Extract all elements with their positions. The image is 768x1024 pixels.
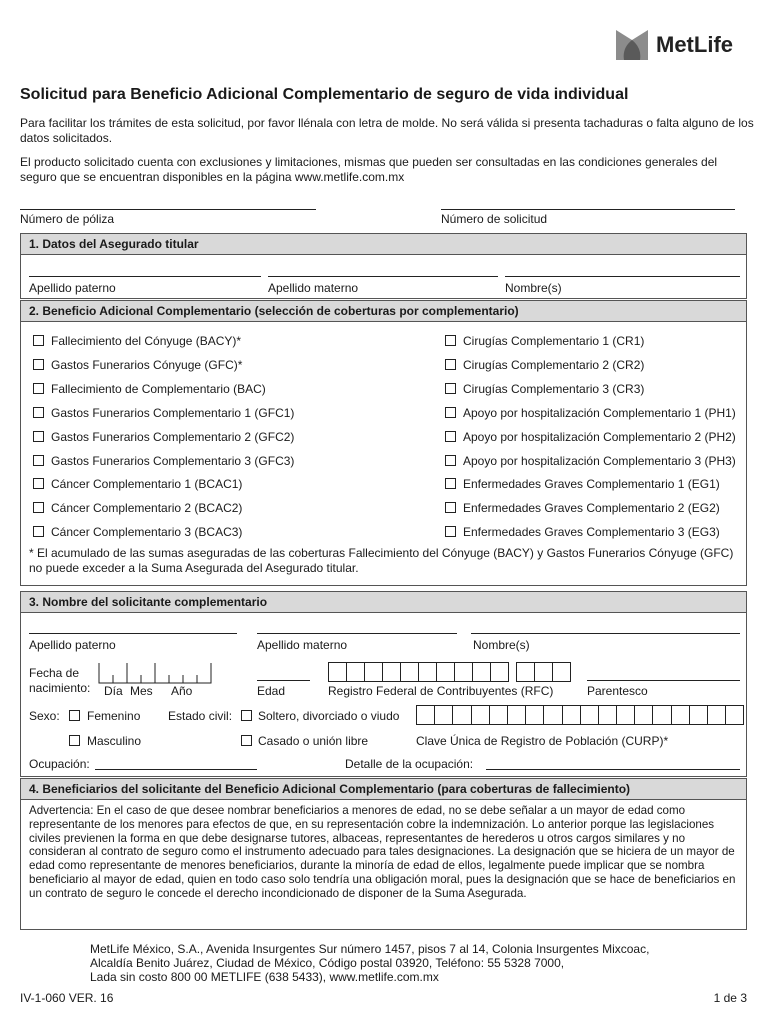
- character-cell[interactable]: [455, 663, 473, 681]
- coverage-checkbox[interactable]: [33, 478, 44, 489]
- coverage-checkbox[interactable]: [33, 359, 44, 370]
- section-1-header: 1. Datos del Asegurado titular: [20, 233, 747, 255]
- occupation-field[interactable]: [95, 769, 257, 770]
- occupation-detail-label: Detalle de la ocupación:: [345, 757, 474, 771]
- coverage-checkbox[interactable]: [33, 502, 44, 513]
- coverage-label: Cáncer Complementario 3 (BCAC3): [51, 525, 243, 540]
- character-cell[interactable]: [383, 663, 401, 681]
- sex-label: Sexo:: [29, 709, 60, 723]
- occupation-detail-field[interactable]: [486, 769, 740, 770]
- character-cell[interactable]: [708, 706, 726, 724]
- s1-apellido-materno-label: Apellido materno: [268, 281, 359, 295]
- birth-date-label-2: nacimiento:: [29, 681, 91, 695]
- metlife-logo-icon: [616, 30, 648, 60]
- female-checkbox[interactable]: [69, 710, 80, 721]
- married-checkbox[interactable]: [241, 735, 252, 746]
- coverage-label: Enfermedades Graves Complementario 2 (EG2): [463, 501, 720, 516]
- coverage-label: Gastos Funerarios Cónyuge (GFC)*: [51, 357, 243, 372]
- section-3-header: 3. Nombre del solicitante complementario: [20, 591, 747, 613]
- coverage-label: Apoyo por hospitalización Complementario 1 (PH1): [463, 405, 736, 420]
- coverage-label: Fallecimiento del Cónyuge (BACY)*: [51, 334, 242, 348]
- age-label: Edad: [257, 684, 286, 698]
- coverage-checkbox[interactable]: [445, 502, 456, 513]
- character-cell[interactable]: [517, 663, 535, 681]
- character-cell[interactable]: [535, 663, 553, 681]
- character-cell[interactable]: [365, 663, 383, 681]
- s3-nombre-field[interactable]: [471, 633, 740, 634]
- footer-address-3: Lada sin costo 800 00 METLIFE (638 5433), www.metlife.com.mx: [90, 970, 439, 984]
- coverage-checkbox[interactable]: [33, 335, 44, 346]
- section-4-header: 4. Beneficiarios del solicitante del Beneficio Adicional Complementario (para coberturas de fallecimiento): [20, 778, 747, 800]
- character-cell[interactable]: [544, 706, 562, 724]
- married-label: Casado o unión libre: [258, 734, 369, 748]
- coverage-checkbox[interactable]: [445, 407, 456, 418]
- character-cell[interactable]: [453, 706, 471, 724]
- character-cell[interactable]: [435, 706, 453, 724]
- coverage-checkbox[interactable]: [445, 455, 456, 466]
- s1-nombre-label: Nombre(s): [505, 281, 562, 295]
- character-cell[interactable]: [472, 706, 490, 724]
- birth-date-field[interactable]: [98, 661, 213, 685]
- coverage-checkbox[interactable]: [445, 383, 456, 394]
- character-cell[interactable]: [635, 706, 653, 724]
- coverage-label: Cirugías Complementario 1 (CR1): [463, 334, 645, 348]
- coverage-label: Enfermedades Graves Complementario 1 (EG1): [463, 477, 720, 492]
- coverage-checkbox[interactable]: [445, 526, 456, 537]
- character-cell[interactable]: [617, 706, 635, 724]
- footer-address-1: MetLife México, S.A., Avenida Insurgentes Sur número 1457, pisos 7 al 14, Colonia Insurgentes Mixcoac,: [90, 942, 650, 956]
- coverage-label: Cáncer Complementario 1 (BCAC1): [51, 477, 243, 492]
- metlife-logo: [616, 30, 733, 60]
- character-cell[interactable]: [553, 663, 571, 681]
- character-cell[interactable]: [490, 706, 508, 724]
- birth-date-label-1: Fecha de: [29, 666, 80, 680]
- character-cell[interactable]: [437, 663, 455, 681]
- character-cell[interactable]: [653, 706, 671, 724]
- footer-address-2: Alcaldía Benito Juárez, Ciudad de México, Código postal 03920, Teléfono: 55 5328 7000,: [90, 956, 565, 970]
- section-2-note: * El acumulado de las sumas aseguradas de las coberturas Fallecimiento del Cónyuge (BACY) y Gastos Funerarios Cónyuge (GFC) no puede exceder a la Suma Asegurada del Asegurado titular.: [29, 546, 734, 575]
- relation-label: Parentesco: [587, 684, 648, 698]
- coverage-checkbox[interactable]: [33, 407, 44, 418]
- coverage-label: Gastos Funerarios Complementario 2 (GFC2): [51, 429, 295, 444]
- character-cell[interactable]: [563, 706, 581, 724]
- single-label: Soltero, divorciado o viudo: [258, 709, 400, 723]
- request-number-field[interactable]: [441, 209, 735, 210]
- character-cell[interactable]: [599, 706, 617, 724]
- policy-number-field[interactable]: [20, 209, 316, 210]
- character-cell[interactable]: [401, 663, 419, 681]
- request-number-label: Número de solicitud: [441, 212, 548, 226]
- curp-label: Clave Única de Registro de Población (CURP)*: [416, 734, 669, 748]
- rfc-field[interactable]: [328, 662, 509, 682]
- character-cell[interactable]: [508, 706, 526, 724]
- coverage-label: Apoyo por hospitalización Complementario 2 (PH2): [463, 429, 736, 444]
- character-cell[interactable]: [347, 663, 365, 681]
- s1-apellido-paterno-label: Apellido paterno: [29, 281, 116, 295]
- coverage-checkbox[interactable]: [33, 526, 44, 537]
- s1-apellido-materno-field[interactable]: [268, 276, 498, 277]
- coverage-checkbox[interactable]: [33, 431, 44, 442]
- coverage-label: Fallecimiento de Complementario (BAC): [51, 381, 266, 396]
- s3-apellido-materno-field[interactable]: [257, 633, 457, 634]
- s3-apellido-materno-label: Apellido materno: [257, 638, 348, 652]
- intro-paragraph-1: Para facilitar los trámites de esta solicitud, por favor llénala con letra de molde. No será válida si presenta tachaduras o falta alguno de los datos solicitados.: [20, 116, 754, 145]
- coverage-checkbox[interactable]: [445, 431, 456, 442]
- relation-field[interactable]: [587, 680, 740, 681]
- coverage-label: Enfermedades Graves Complementario 3 (EG3): [463, 525, 720, 540]
- year-label: Año: [171, 684, 193, 698]
- rfc-label: Registro Federal de Contribuyentes (RFC): [328, 684, 554, 698]
- policy-number-label: Número de póliza: [20, 212, 115, 226]
- character-cell[interactable]: [491, 663, 509, 681]
- coverage-checkbox[interactable]: [445, 478, 456, 489]
- coverage-checkbox[interactable]: [445, 335, 456, 346]
- character-cell[interactable]: [726, 706, 744, 724]
- coverage-checkbox[interactable]: [33, 455, 44, 466]
- section-4-warning: Advertencia: En el caso de que desee nombrar beneficiarios a menores de edad, no se debe señalar a un mayor de edad como representante de los menores para efectos de que, en su representación cobre la indemnización. Lo anterior porque las legislaciones civiles previenen la forma en que debe designarse tutores, albaceas, representantes de herederos u otros cargos similares y no consideran al contrato de seguro como el instrumento adecuado para tales designaciones. La designación que se hiciera de un mayor de edad como representante de menores beneficiarios, durante la minoría de edad de ellos, legalmente puede implicar que se nombra beneficiario al mayor de edad, quien en todo caso solo tendría una obligación moral, pues la designación que se hace de beneficiarios en un contrato de seguro le concede el derecho incondicionado de disponer de la Suma Asegurada.: [29, 804, 736, 900]
- character-cell[interactable]: [419, 663, 437, 681]
- male-label: Masculino: [87, 734, 142, 748]
- s1-nombre-field[interactable]: [505, 276, 740, 277]
- single-checkbox[interactable]: [241, 710, 252, 721]
- character-cell[interactable]: [672, 706, 690, 724]
- intro-paragraph-2: El producto solicitado cuenta con exclusiones y limitaciones, mismas que pueden ser consultadas en las condiciones generales del seguro que se encuentran disponibles en la página www.metlife.com.mx: [20, 155, 718, 184]
- female-label: Femenino: [87, 709, 141, 723]
- male-checkbox[interactable]: [69, 735, 80, 746]
- rfc-homoclave-field[interactable]: [516, 662, 571, 682]
- day-label: Día: [104, 684, 123, 698]
- coverage-label: Cirugías Complementario 2 (CR2): [463, 357, 645, 372]
- age-field[interactable]: [257, 680, 310, 681]
- coverage-label: Gastos Funerarios Complementario 3 (GFC3): [51, 453, 295, 468]
- s3-apellido-paterno-label: Apellido paterno: [29, 638, 116, 652]
- character-cell[interactable]: [329, 663, 347, 681]
- page-number: 1 de 3: [713, 991, 747, 1005]
- civil-status-label: Estado civil:: [168, 709, 233, 723]
- coverage-label: Apoyo por hospitalización Complementario 3 (PH3): [463, 453, 736, 468]
- coverage-label: Cáncer Complementario 2 (BCAC2): [51, 501, 243, 516]
- character-cell[interactable]: [417, 706, 435, 724]
- month-label: Mes: [130, 684, 153, 698]
- form-code: IV-1-060 VER. 16: [20, 991, 114, 1005]
- coverage-label: Gastos Funerarios Complementario 1 (GFC1): [51, 405, 295, 420]
- curp-field[interactable]: [416, 705, 744, 725]
- character-cell[interactable]: [690, 706, 708, 724]
- s1-apellido-paterno-field[interactable]: [29, 276, 261, 277]
- s3-apellido-paterno-field[interactable]: [29, 633, 237, 634]
- coverage-checkbox[interactable]: [445, 359, 456, 370]
- coverage-checkbox[interactable]: [33, 383, 44, 394]
- occupation-label: Ocupación:: [29, 757, 90, 771]
- brand-name: MetLife: [656, 32, 733, 57]
- s3-nombre-label: Nombre(s): [473, 638, 530, 652]
- character-cell[interactable]: [581, 706, 599, 724]
- section-2-header: 2. Beneficio Adicional Complementario (selección de coberturas por complementario): [20, 300, 747, 322]
- character-cell[interactable]: [473, 663, 491, 681]
- character-cell[interactable]: [526, 706, 544, 724]
- page-title: Solicitud para Beneficio Adicional Complementario de seguro de vida individual: [20, 86, 629, 103]
- coverage-label: Cirugías Complementario 3 (CR3): [463, 381, 645, 396]
